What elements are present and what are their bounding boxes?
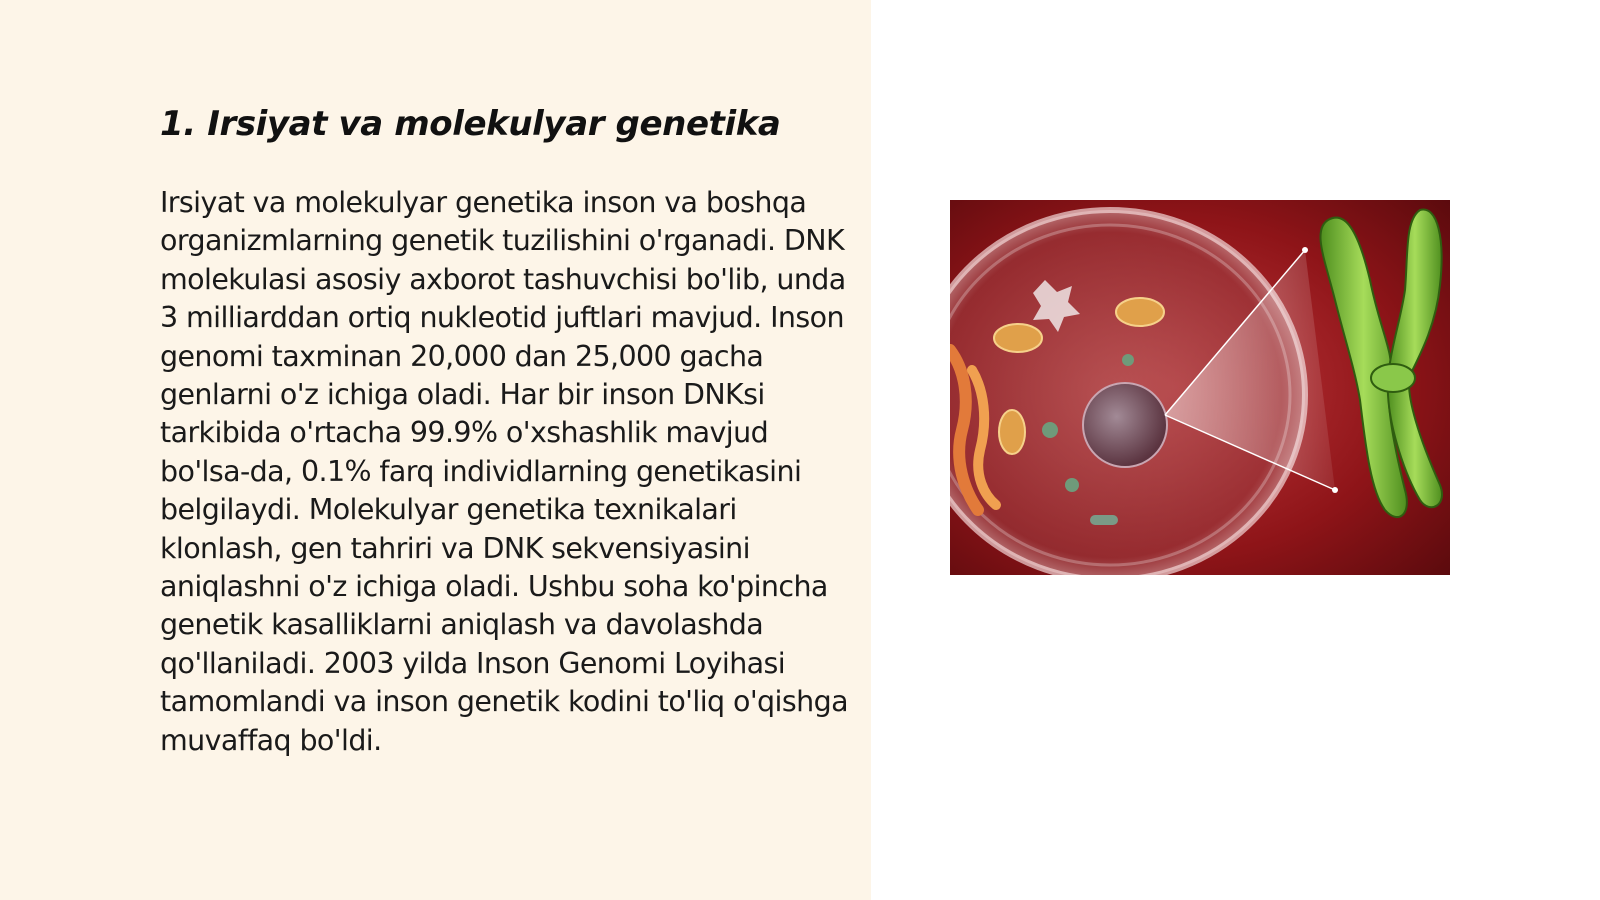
slide-body-text: Irsiyat va molekulyar genetika inson va boshqa organizmlarning genetik tuzilishini o'rganadi. DNK molekulasi asosiy axborot tashuvchisi bo'lib, unda 3 milliarddan ortiq nukleotid juftlari mavjud. Inson genomi taxminan 20,000 dan 25,000 gacha genlarni o'z ichiga oladi. Har bir inson DNKsi tarkibida o'rtacha 99.9% o'xshashlik mavjud bo'lsa-da, 0.1% farq individlarning genetikasini belgilaydi. Molekulyar genetika texnikalari klonlash, gen tahriri va DNK sekvensiyasini aniqlashni o'z ichiga oladi. Ushbu soha ko'pincha genetik kasalliklarni aniqlash va davolashda qo'llaniladi. 2003 yilda Inson Genomi Loyihasi tamomlandi va inson genetik kodini to'liq o'qishga muvaffaq bo'ldi. [160,186,848,757]
slide-title: 1. Irsiyat va molekulyar genetika [160,104,781,144]
cell-chromosome-illustration [950,200,1450,575]
